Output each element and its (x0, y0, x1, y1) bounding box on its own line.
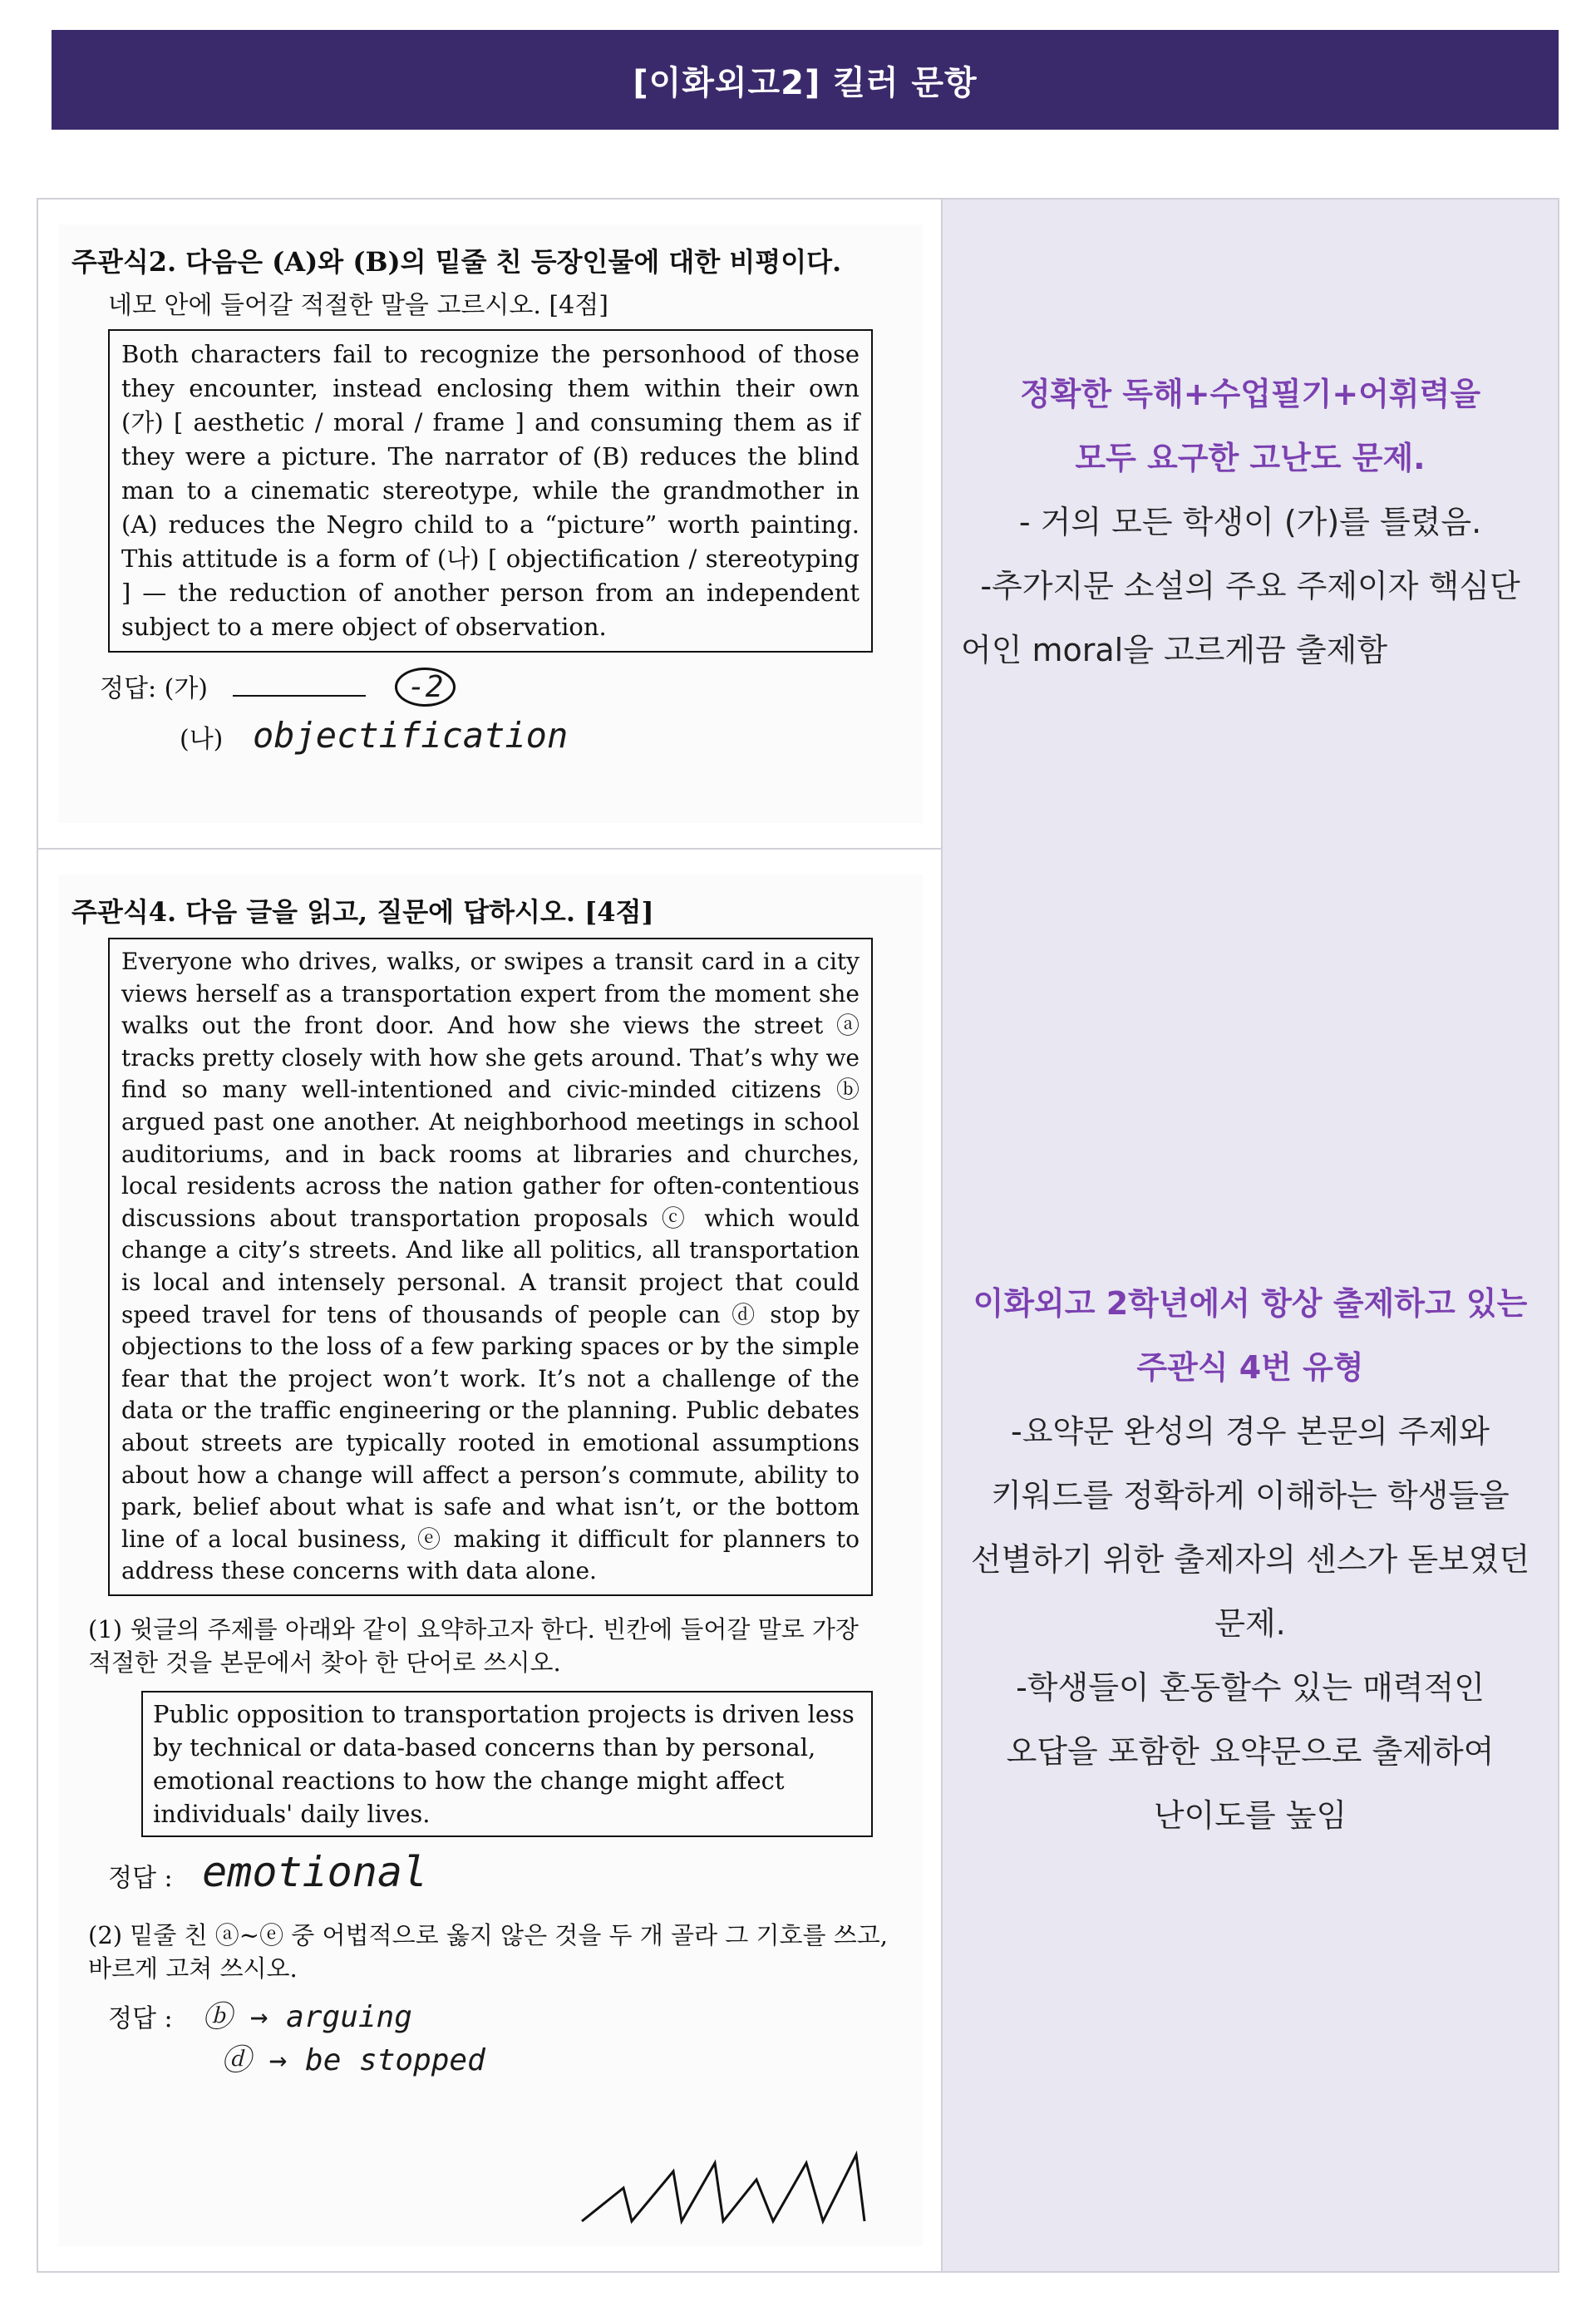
q4-answer1-label: 정답 : (108, 1863, 173, 1893)
q2-instruction: 네모 안에 들어갈 적절한 말을 고르시오. [4점] (108, 291, 608, 320)
q4-passage: Everyone who drives, walks, or swipes a transit card in a city views herself as a transportation expert from the moment she walks out the front door. And how she views the street ⓐ tracks pretty closely with how she gets around. That’s why we find so many well-intentioned and civic-minded citizens ⓑ argued past one another. At neighborhood meetings in school auditoriums, and in back rooms at libraries and churches, local residents across the nation gather for often-contentious discussions about transportation proposals ⓒ which would change a city’s streets. And like all politics, all transportation is local and intensely personal. A transit project that could speed travel for tens of thousands of people can ⓓ stop by objections to the loss of a few parking spaces or by the simple fear that the project won’t work. It’s not a challenge of the data or the traffic engineering or the planning. Public debates about streets are typically rooted in emotional assumptions about how a change will affect a person’s commute, ability to park, belief about what is safe and what isn’t, or the bottom line of a local business, ⓔ making it difficult for planners to address these concerns with data alone. (108, 938, 873, 1596)
q4-answer2-label: 정답 : (108, 2003, 173, 2033)
commentary-q2-line3: - 거의 모든 학생이 (가)를 틀렸음. (1018, 504, 1482, 540)
q2-answer-na-label: (나) (180, 725, 224, 754)
exam-scan-q4 (58, 875, 923, 2246)
q2-heading: 주관식2. 다음은 (A)와 (B)의 밑줄 친 등장인물에 대한 비평이다. (71, 246, 842, 278)
q2-answer-label: 정답: (100, 674, 157, 703)
commentary-q2-line2: 모두 요구한 고난도 문제. (1075, 440, 1426, 476)
q2-answer-ga-blank (233, 695, 366, 697)
q4-answer1-area (108, 1849, 923, 1902)
commentary-q2-line1: 정확한 독해+수업필기+어휘력을 (1019, 376, 1481, 412)
commentary-q4-line4: 키워드를 정확하게 이해하는 학생들을 (991, 1477, 1510, 1514)
q2-score-mark: -2 (395, 668, 456, 707)
content-table (37, 198, 1559, 2273)
commentary-q4-line6: 문제. (1214, 1605, 1286, 1642)
q4-sub2: (2) 밑줄 친 ⓐ~ⓔ 중 어법적으로 옳지 않은 것을 두 개 골라 그 기호를 쓰고, 바르게 고쳐 쓰시오. (88, 1920, 889, 1983)
scan-column (38, 200, 943, 2271)
commentary-q2-line4: -추가지문 소설의 주요 주제이자 핵심단 (980, 568, 1520, 604)
commentary-q4-line7: -학생들이 혼동할수 있는 매력적인 (1016, 1669, 1485, 1706)
title-banner (52, 30, 1559, 130)
commentary-q4-line3: -요약문 완성의 경우 본문의 주제와 (1011, 1413, 1490, 1450)
q4-answer2-line1: ⓑ → arguing (202, 1999, 412, 2034)
q4-heading: 주관식4. 다음 글을 읽고, 질문에 답하시오. [4점] (71, 896, 654, 928)
signature-scribble (574, 2138, 889, 2238)
commentary-q4 (943, 1272, 1558, 1848)
commentary-q4-line2: 주관식 4번 유형 (1136, 1349, 1364, 1386)
row-divider (38, 848, 941, 850)
q4-answer2-area (108, 1997, 923, 2083)
q4-summary-box: Public opposition to transportation projects is driven less by technical or data-based concerns than by personal, emotional reactions to how the change might affect individuals' daily lives. (141, 1691, 873, 1837)
q4-answer2-line2: ⓓ → be stopped (221, 2042, 485, 2077)
commentary-q4-line8: 오답을 포함한 요약문으로 출제하여 (1006, 1733, 1495, 1770)
q4-answer1-handwritten: emotional (202, 1847, 428, 1896)
q2-answer-area (100, 664, 923, 763)
commentary-q4-line5: 선별하기 위한 출제자의 센스가 돋보였던 (970, 1541, 1530, 1578)
commentary-q2 (943, 362, 1558, 682)
commentary-q4-line1: 이화외고 2학년에서 항상 출제하고 있는 (973, 1285, 1528, 1322)
exam-scan-q2 (58, 224, 923, 823)
q2-answer-na-handwritten: objectification (252, 715, 569, 756)
q2-answer-ga-label: (가) (164, 674, 209, 703)
q4-sub1: (1) 윗글의 주제를 아래와 같이 요약하고자 한다. 빈칸에 들어갈 말로 가장 적절한 것을 본문에서 찾아 한 단어로 쓰시오. (88, 1614, 859, 1677)
commentary-column (943, 200, 1558, 2271)
commentary-q4-line9: 난이도를 높임 (1153, 1797, 1347, 1834)
banner-title: [이화외고2] 킬러 문항 (633, 63, 978, 102)
q2-passage: Both characters fail to recognize the personhood of those they encounter, instead enclosing them within their own (가) [ aesthetic / moral / frame ] and consuming them as if they were a picture. The narrator of (B) reduces the blind man to a cinematic stereotype, while the grandmother in (A) reduces the Negro child to a “picture” worth painting. This attitude is a form of (나) [ objectification / stereotyping ] — the reduction of another person from an independent subject to a mere object of observation. (108, 329, 873, 653)
commentary-q2-line5: 어인 moral을 고르게끔 출제함 (961, 632, 1388, 668)
